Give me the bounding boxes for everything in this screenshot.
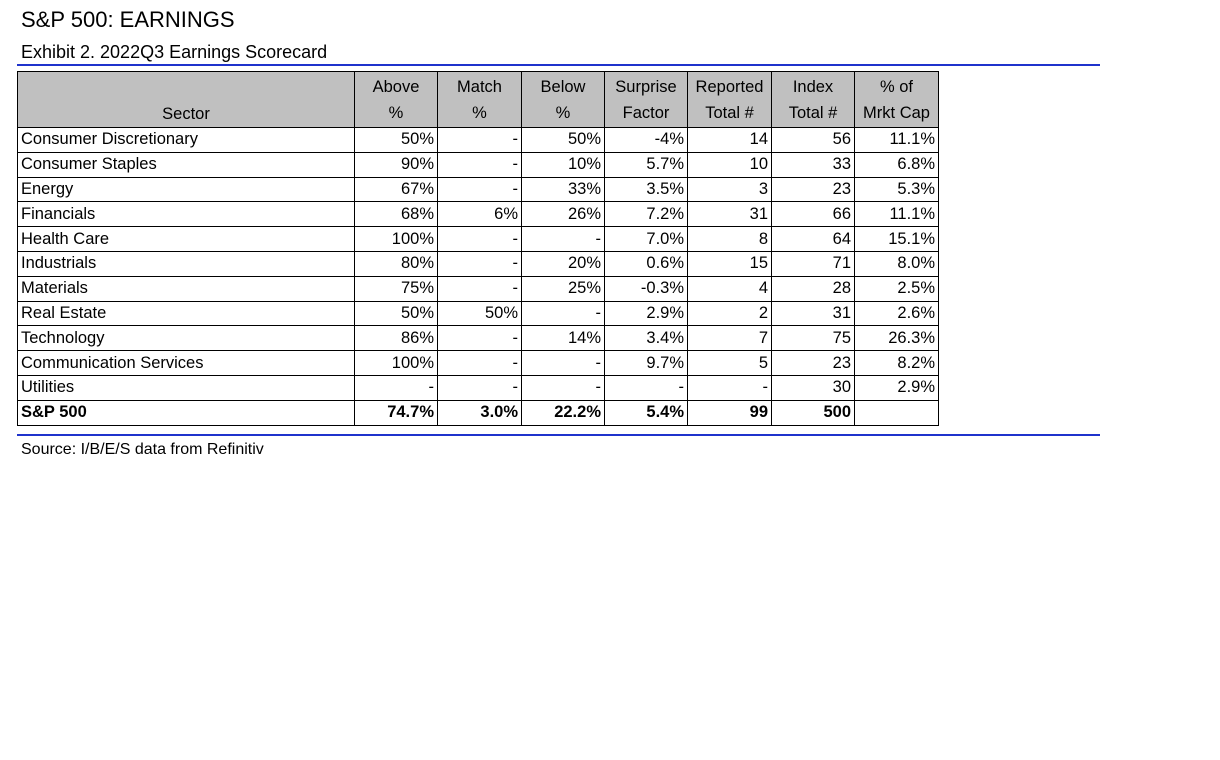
table-body xyxy=(18,128,939,426)
top-divider xyxy=(17,64,1100,66)
source-note: Source: I/B/E/S data from Refinitiv xyxy=(21,441,264,458)
table-row xyxy=(18,177,939,202)
cell-surprise-factor: - xyxy=(605,375,688,400)
column-header-above: Above % xyxy=(355,72,438,128)
bottom-divider xyxy=(17,434,1100,436)
column-header-index-total: Index Total # xyxy=(772,72,855,128)
column-header-reported-total: Reported Total # xyxy=(688,72,772,128)
cell-above: 67% xyxy=(355,177,438,202)
cell-market-cap: 11.1% xyxy=(855,128,939,153)
cell-sector: Technology xyxy=(18,326,355,351)
cell-surprise-factor: 3.5% xyxy=(605,177,688,202)
cell-surprise-factor: -4% xyxy=(605,128,688,153)
cell-match: - xyxy=(438,227,522,252)
cell-index-total: 31 xyxy=(772,301,855,326)
cell-reported-total: 31 xyxy=(688,202,772,227)
cell-below: 50% xyxy=(522,128,605,153)
table-row xyxy=(18,351,939,376)
cell-sector: Consumer Discretionary xyxy=(18,128,355,153)
cell-reported-total: 5 xyxy=(688,351,772,376)
cell-index-total: 30 xyxy=(772,375,855,400)
cell-match: - xyxy=(438,177,522,202)
cell-market-cap: 8.2% xyxy=(855,351,939,376)
cell-index-total: 56 xyxy=(772,128,855,153)
cell-index-total: 71 xyxy=(772,251,855,276)
cell-sector: S&P 500 xyxy=(18,400,355,425)
cell-below: 14% xyxy=(522,326,605,351)
table-row xyxy=(18,375,939,400)
table-row xyxy=(18,326,939,351)
cell-reported-total: 14 xyxy=(688,128,772,153)
cell-surprise-factor: 0.6% xyxy=(605,251,688,276)
column-header-surprise-factor: Surprise Factor xyxy=(605,72,688,128)
cell-reported-total: 99 xyxy=(688,400,772,425)
cell-market-cap: 2.9% xyxy=(855,375,939,400)
cell-sector: Consumer Staples xyxy=(18,152,355,177)
table-row xyxy=(18,128,939,153)
cell-index-total: 33 xyxy=(772,152,855,177)
cell-match: 50% xyxy=(438,301,522,326)
cell-reported-total: 4 xyxy=(688,276,772,301)
cell-reported-total: 15 xyxy=(688,251,772,276)
cell-index-total: 64 xyxy=(772,227,855,252)
cell-above: 75% xyxy=(355,276,438,301)
cell-market-cap xyxy=(855,400,939,425)
page-title: S&P 500: EARNINGS xyxy=(21,7,235,32)
table-row xyxy=(18,202,939,227)
cell-sector: Communication Services xyxy=(18,351,355,376)
cell-reported-total: 8 xyxy=(688,227,772,252)
cell-below: - xyxy=(522,301,605,326)
exhibit-subtitle: Exhibit 2. 2022Q3 Earnings Scorecard xyxy=(21,42,328,62)
column-header-below: Below % xyxy=(522,72,605,128)
cell-below: 26% xyxy=(522,202,605,227)
cell-below: - xyxy=(522,351,605,376)
cell-sector: Real Estate xyxy=(18,301,355,326)
table-row xyxy=(18,301,939,326)
cell-match: 6% xyxy=(438,202,522,227)
cell-above: 86% xyxy=(355,326,438,351)
cell-above: 68% xyxy=(355,202,438,227)
cell-match: - xyxy=(438,128,522,153)
cell-above: 90% xyxy=(355,152,438,177)
cell-below: 20% xyxy=(522,251,605,276)
cell-match: - xyxy=(438,152,522,177)
cell-above: 80% xyxy=(355,251,438,276)
table-header-row xyxy=(18,72,939,128)
cell-match: 3.0% xyxy=(438,400,522,425)
cell-index-total: 23 xyxy=(772,177,855,202)
column-header-market-cap: % of Mrkt Cap xyxy=(855,72,939,128)
cell-sector: Industrials xyxy=(18,251,355,276)
cell-above: 50% xyxy=(355,301,438,326)
table-row xyxy=(18,276,939,301)
table-row xyxy=(18,251,939,276)
cell-reported-total: - xyxy=(688,375,772,400)
cell-reported-total: 3 xyxy=(688,177,772,202)
cell-reported-total: 2 xyxy=(688,301,772,326)
cell-index-total: 500 xyxy=(772,400,855,425)
table-row xyxy=(18,227,939,252)
cell-surprise-factor: 7.0% xyxy=(605,227,688,252)
cell-below: - xyxy=(522,227,605,252)
cell-above: 74.7% xyxy=(355,400,438,425)
cell-below: 25% xyxy=(522,276,605,301)
cell-match: - xyxy=(438,351,522,376)
cell-sector: Financials xyxy=(18,202,355,227)
cell-above: 100% xyxy=(355,351,438,376)
cell-market-cap: 15.1% xyxy=(855,227,939,252)
cell-above: 100% xyxy=(355,227,438,252)
cell-below: 22.2% xyxy=(522,400,605,425)
cell-market-cap: 26.3% xyxy=(855,326,939,351)
table-row xyxy=(18,152,939,177)
cell-below: - xyxy=(522,375,605,400)
cell-match: - xyxy=(438,326,522,351)
cell-market-cap: 2.6% xyxy=(855,301,939,326)
cell-match: - xyxy=(438,375,522,400)
column-header-sector: Sector xyxy=(18,72,355,128)
cell-market-cap: 6.8% xyxy=(855,152,939,177)
cell-market-cap: 8.0% xyxy=(855,251,939,276)
cell-index-total: 28 xyxy=(772,276,855,301)
cell-surprise-factor: 5.7% xyxy=(605,152,688,177)
cell-above: 50% xyxy=(355,128,438,153)
cell-sector: Utilities xyxy=(18,375,355,400)
cell-match: - xyxy=(438,276,522,301)
cell-surprise-factor: -0.3% xyxy=(605,276,688,301)
cell-reported-total: 10 xyxy=(688,152,772,177)
cell-above: - xyxy=(355,375,438,400)
cell-surprise-factor: 7.2% xyxy=(605,202,688,227)
cell-surprise-factor: 9.7% xyxy=(605,351,688,376)
cell-sector: Energy xyxy=(18,177,355,202)
earnings-scorecard-table xyxy=(17,71,939,426)
cell-surprise-factor: 5.4% xyxy=(605,400,688,425)
cell-index-total: 23 xyxy=(772,351,855,376)
column-header-match: Match % xyxy=(438,72,522,128)
cell-index-total: 75 xyxy=(772,326,855,351)
table-total-row xyxy=(18,400,939,425)
cell-sector: Health Care xyxy=(18,227,355,252)
cell-below: 10% xyxy=(522,152,605,177)
cell-sector: Materials xyxy=(18,276,355,301)
cell-match: - xyxy=(438,251,522,276)
cell-below: 33% xyxy=(522,177,605,202)
cell-reported-total: 7 xyxy=(688,326,772,351)
cell-index-total: 66 xyxy=(772,202,855,227)
cell-market-cap: 5.3% xyxy=(855,177,939,202)
cell-market-cap: 2.5% xyxy=(855,276,939,301)
cell-surprise-factor: 3.4% xyxy=(605,326,688,351)
cell-surprise-factor: 2.9% xyxy=(605,301,688,326)
cell-market-cap: 11.1% xyxy=(855,202,939,227)
